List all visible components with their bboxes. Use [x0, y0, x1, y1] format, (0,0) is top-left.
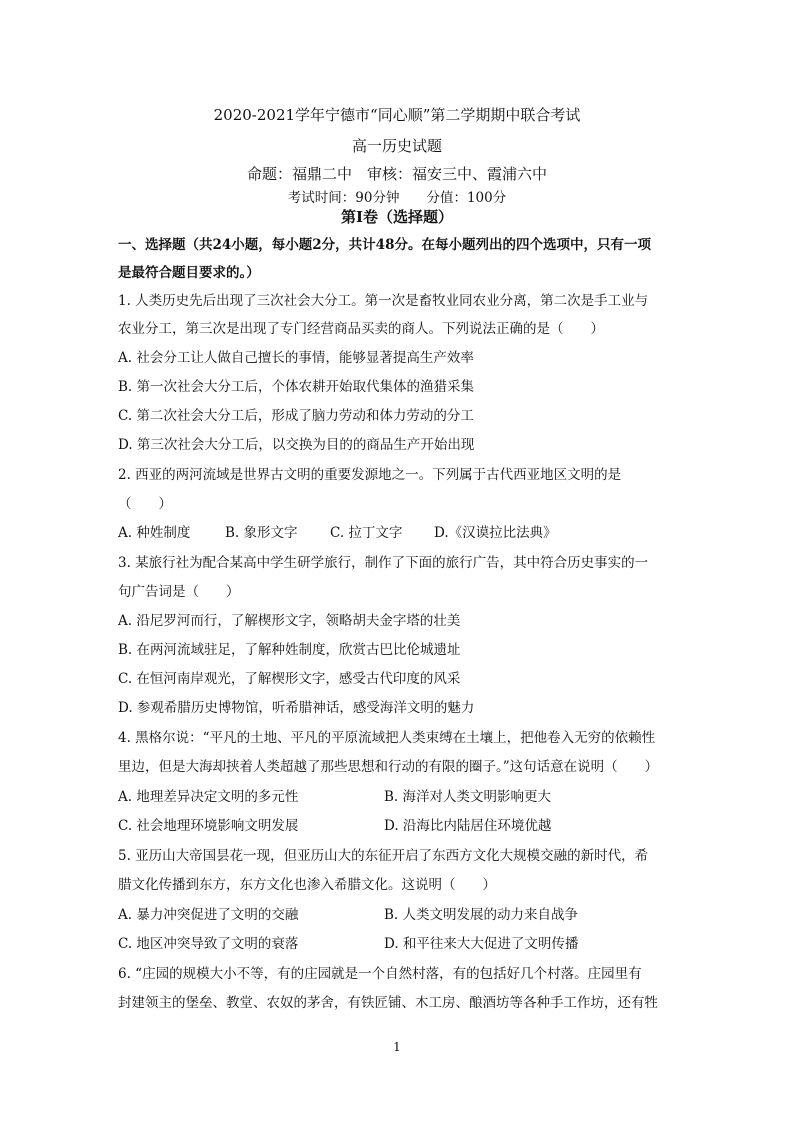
q4-stem-line-1: 4. 黑格尔说：“平凡的土地、平凡的平原流域把人类束缚在土壤上，把他卷入无穷的依赖性 [118, 730, 656, 746]
q2-option-b: B. 象形文字 [225, 525, 298, 541]
q6-stem-line-2: 封建领主的堡垒、教堂、农奴的茅舍，有铁匠铺、木工房、酿酒坊等各种手工作坊，还有牲 [118, 995, 658, 1011]
q6-stem-line-1: 6. “庄园的规模大小不等，有的庄园就是一个自然村落，有的包括好几个村落。庄园里有 [118, 966, 642, 982]
q5-option-a: A. 暴力冲突促进了文明的交融 [118, 907, 299, 923]
instructions-line-1: 一、选择题（共24小题，每小题2分，共计48分。在每小题列出的四个选项中，只有一项 [118, 237, 651, 253]
q1-stem-line-1: 1. 人类历史先后出现了三次社会大分工。第一次是畜牧业同农业分离，第二次是手工业与 [118, 293, 649, 309]
q3-option-a: A. 沿尼罗河而行，了解楔形文字，领略胡夫金字塔的壮美 [118, 613, 461, 629]
q4-option-c: C. 社会地理环境影响文明发展 [118, 818, 299, 834]
q2-stem-line-1: 2. 西亚的两河流域是世界古文明的重要发源地之一。下列属于古代西亚地区文明的是 [118, 467, 622, 483]
q2-option-a: A. 种姓制度 [118, 525, 191, 541]
q5-option-c: C. 地区冲突导致了文明的衰落 [118, 936, 299, 952]
q1-option-a: A. 社会分工让人做自己擅长的事情，能够显著提高生产效率 [118, 350, 474, 366]
q5-option-d: D. 和平往来大大促进了文明传播 [384, 936, 579, 952]
section-title: 第Ⅰ卷（选择题） [340, 208, 454, 226]
q3-option-c: C. 在恒河南岸观光，了解楔形文字，感受古代印度的风采 [118, 671, 461, 687]
q2-option-d: D.《汉谟拉比法典》 [434, 525, 557, 541]
q2-stem-line-2: （ ） [118, 496, 172, 512]
q4-stem-line-2: 里边，但是大海却挟着人类超越了那些思想和行动的有限的圈子。”这句话意在说明（ ） [118, 759, 659, 775]
exam-subtitle: 高一历史试题 [351, 137, 442, 155]
q5-stem-line-1: 5. 亚历山大帝国昙花一现，但亚历山大的东征开启了东西方文化大规模交融的新时代，希 [118, 848, 649, 864]
q3-stem-line-1: 3. 某旅行社为配合某高中学生研学旅行，制作了下面的旅行广告，其中符合历史事实的一 [118, 555, 649, 571]
q5-option-b: B. 人类文明发展的动力来自战争 [384, 907, 579, 923]
q4-option-d: D. 沿海比内陆居住环境优越 [384, 818, 552, 834]
q1-option-c: C. 第二次社会大分工后，形成了脑力劳动和体力劳动的分工 [118, 408, 474, 424]
q4-option-b: B. 海洋对人类文明影响更大 [384, 789, 552, 805]
exam-authors: 命题：福鼎二中 审核：福安三中、霞浦六中 [246, 165, 547, 183]
page-number: 1 [393, 1040, 401, 1054]
q3-option-d: D. 参观希腊历史博物馆，听希腊神话，感受海洋文明的魅力 [118, 700, 475, 716]
q4-option-a: A. 地理差异决定文明的多元性 [118, 789, 299, 805]
q3-stem-line-2: 句广告词是（ ） [118, 584, 240, 600]
q2-option-c: C. 拉丁文字 [330, 525, 403, 541]
q3-option-b: B. 在两河流域驻足，了解种姓制度，欣赏古巴比伦城遗址 [118, 642, 461, 658]
exam-title: 2020-2021学年宁德市“同心顺”第二学期期中联合考试 [213, 106, 581, 124]
q5-stem-line-2: 腊文化传播到东方，东方文化也渗入希腊文化。这说明（ ） [118, 877, 496, 893]
instructions-line-2: 是最符合题目要求的。） [118, 265, 260, 281]
q1-option-d: D. 第三次社会大分工后，以交换为目的的商品生产开始出现 [118, 437, 475, 453]
exam-info: 考试时间：90分钟 分值：100分 [287, 190, 507, 206]
q1-stem-line-2: 农业分工，第三次是出现了专门经营商品买卖的商人。下列说法正确的是（ ） [118, 321, 604, 337]
q1-option-b: B. 第一次社会大分工后，个体农耕开始取代集体的渔猎采集 [118, 379, 475, 395]
